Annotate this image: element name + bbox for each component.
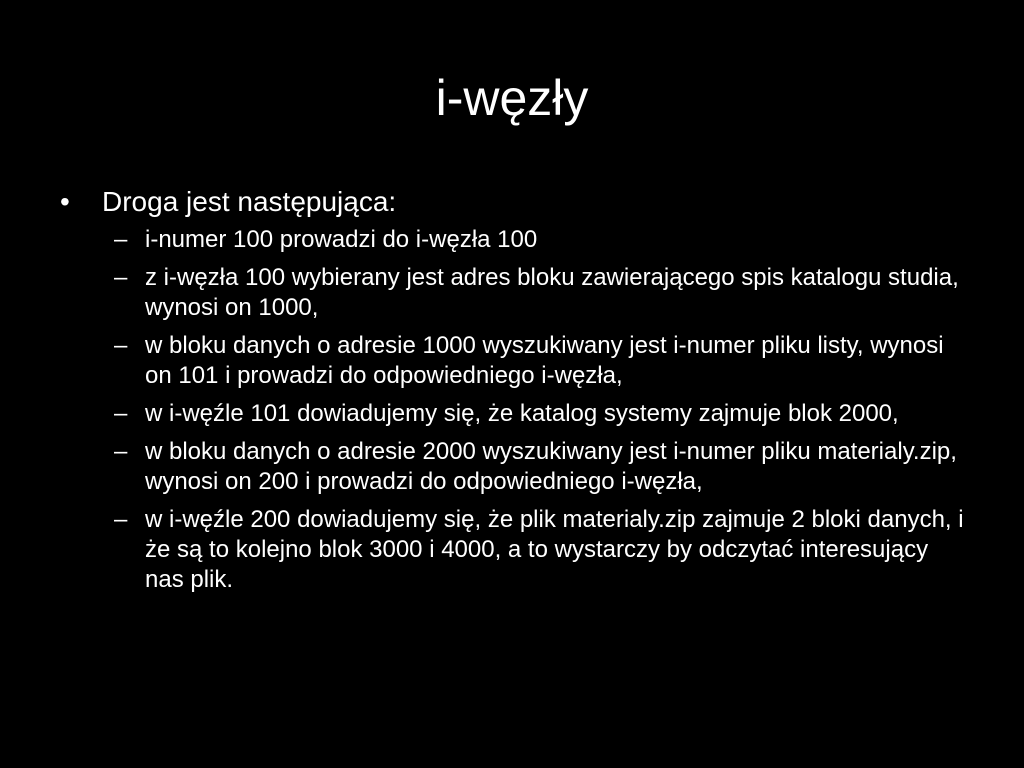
sub-bullet-text: w i-węźle 101 dowiadujemy się, że katalog systemy zajmuje blok 2000, bbox=[145, 400, 899, 427]
sub-bullet-item bbox=[114, 399, 968, 429]
sub-bullet-text: w bloku danych o adresie 2000 wyszukiwany jest i-numer pliku materialy.zip, wynosi on 200 i prowadzi do odpowiedniego i-węzła, bbox=[145, 438, 957, 495]
sub-bullet-item bbox=[114, 437, 968, 497]
dash-icon: – bbox=[114, 332, 128, 359]
sub-bullet-item bbox=[114, 225, 968, 255]
bullet-icon: • bbox=[60, 186, 70, 217]
dash-icon: – bbox=[114, 438, 128, 465]
sub-bullet-text: w i-węźle 200 dowiadujemy się, że plik materialy.zip zajmuje 2 bloki danych, i że są to kolejno blok 3000 i 4000, a to wystarczy by odczytać interesujący nas plik. bbox=[145, 506, 964, 593]
sub-bullet-text: i-numer 100 prowadzi do i-węzła 100 bbox=[145, 226, 538, 253]
sub-bullet-item bbox=[114, 331, 968, 391]
main-bullet-text: Droga jest następująca: bbox=[102, 186, 397, 217]
dash-icon: – bbox=[114, 264, 128, 291]
sub-bullet-item bbox=[114, 263, 968, 323]
sub-bullet-text: w bloku danych o adresie 1000 wyszukiwany jest i-numer pliku listy, wynosi on 101 i prowadzi do odpowiedniego i-węzła, bbox=[145, 332, 944, 389]
dash-icon: – bbox=[114, 400, 128, 427]
sub-bullet-text: z i-węzła 100 wybierany jest adres bloku zawierającego spis katalogu studia, wynosi on 1000, bbox=[145, 264, 959, 321]
slide-title: i-węzły bbox=[435, 70, 589, 126]
main-bullet bbox=[58, 185, 968, 219]
sub-bullet-list bbox=[58, 225, 968, 595]
dash-icon: – bbox=[114, 226, 128, 253]
sub-bullet-item bbox=[114, 505, 968, 595]
dash-icon: – bbox=[114, 506, 128, 533]
slide-content bbox=[58, 185, 968, 603]
